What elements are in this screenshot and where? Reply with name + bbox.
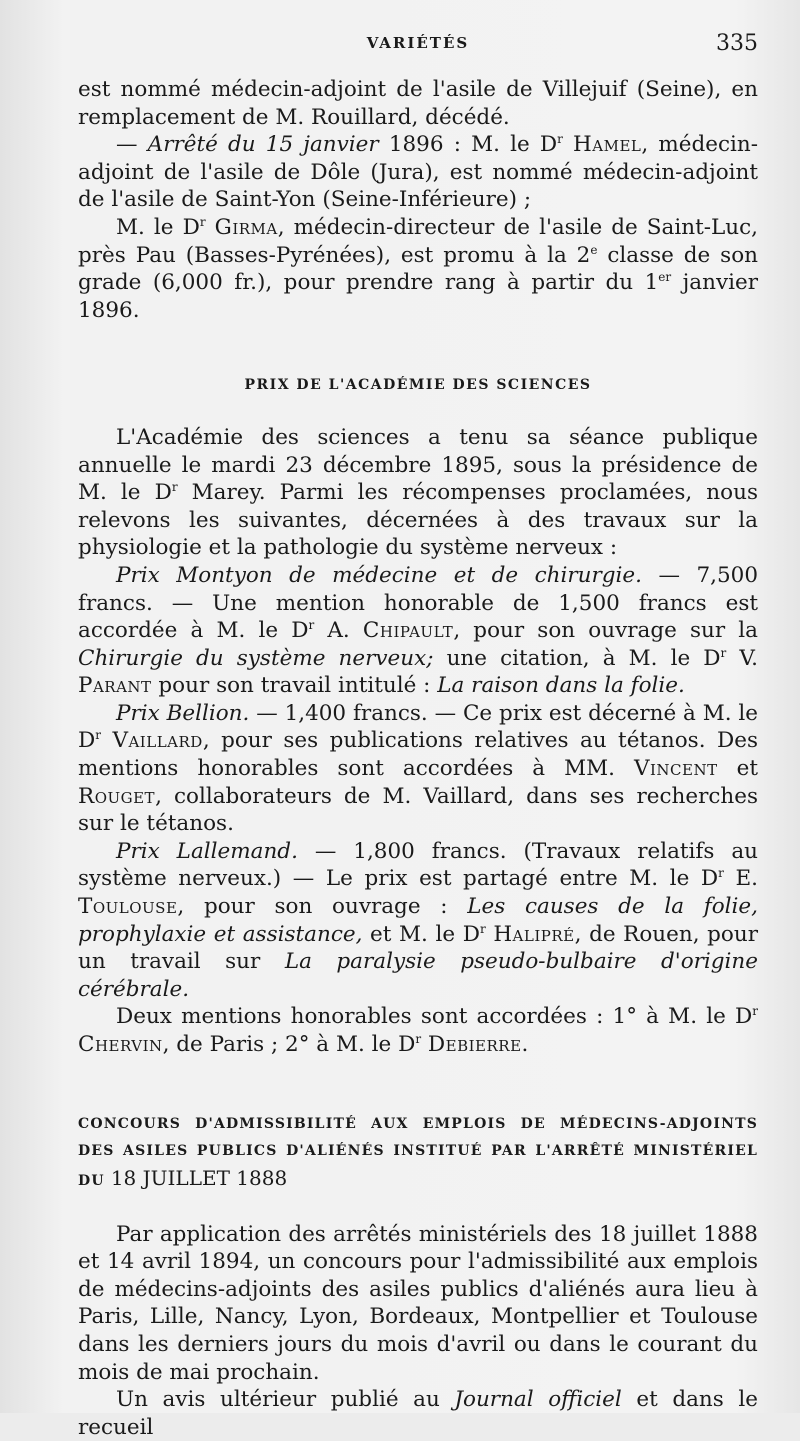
prize-title: Prix Montyon de médecine et de chirurgie. (116, 562, 642, 588)
person-name: Vaillard (112, 728, 203, 754)
paragraph-text: est nommé médecin-adjoint de l'asile de Villejuif (Seine), en remplacement de M. Rouillard, décédé. (78, 77, 758, 130)
person-name: Hamel (573, 132, 642, 158)
prize-title: Prix Lallemand. (116, 838, 298, 864)
paragraph-academie: L'Académie des sciences a tenu sa séance publique annuelle le mardi 23 décembre 1895, sous la présidence de M. le $D^r$ Marey. Parmi les récompenses proclamées, nous relevons les suivantes, décernées à des travaux sur la physiologie et la pathologie du système nerveux : (78, 424, 758, 561)
paragraph-prix-montyon: Prix Montyon de médecine et de chirurgie. — 7,500 francs. — Une mention honorable de 1,500 francs est accordée à M. le $D^r$ A. Chipault, pour son ouvrage sur la Chirurgie du système nerveux; une citation, à M. le $D^r$ V. Parant pour son travail intitulé : La raison dans la folie. (78, 562, 759, 699)
work-title: Chirurgie du système nerveux; (78, 645, 434, 671)
prize-title: Prix Bellion. (116, 700, 250, 726)
body-text (78, 76, 758, 1441)
person-name: Debierre (427, 1032, 522, 1057)
person-name: Girma (214, 214, 278, 240)
paragraph-arrete: — Arrêté du 15 janvier 1896 : M. le $D^r$ Hamel, médecin-adjoint de l'asile de Dôle (Jura), est nommé médecin-adjoint de l'asile de Saint-Yon (Seine-Inférieure) ; (78, 132, 758, 213)
person-name: Parant (78, 673, 152, 699)
section-heading-concours: CONCOURS D'ADMISSIBILITÉ AUX EMPLOIS DE MÉDECINS-ADJOINTS DES ASILES PUBLICS D'ALIÉNÉS INSTITUÉ PAR L'ARRÊTÉ MINISTÉRIEL DU 18 JUILLET 1888 (78, 1115, 758, 1190)
paragraph-prix-lallemand: Prix Lallemand. — 1,800 francs. (Travaux relatifs au système nerveux.) — Le prix est partagé entre M. le $D^r$ E. Toulouse, pour son ouvrage : Les causes de la folie, prophylaxie et assistance, et M. le $D^r$ Halipré, de Rouen, pour un travail sur La paralysie pseudo-bulbaire d'origine cérébrale. (78, 838, 758, 1002)
paragraph-mentions: Deux mentions honorables sont accordées : 1° à M. le $D^r$ Chervin, de Paris ; 2° à M. le $D^r$ Debierre. (78, 1004, 758, 1057)
work-title: La raison dans la folie. (437, 673, 685, 699)
arrete-date: 15 janvier (265, 132, 379, 158)
person-name: Vincent (633, 756, 718, 782)
person-name: Halipré (493, 921, 575, 947)
section-heading-academie: PRIX DE L'ACADÉMIE DES SCIENCES (244, 377, 592, 394)
work-title: Les causes de la folie, prophylaxie et assistance, (78, 894, 758, 947)
person-name: Chervin (78, 1032, 163, 1057)
paragraph-concours: Par application des arrêtés ministériels des 18 juillet 1888 et 14 avril 1894, un concours pour l'admissibilité aux emplois de médecins-adjoints des asiles publics d'aliénés aura lieu à Paris, Lille, Nancy, Lyon, Bordeaux, Montpellier et Toulouse dans les derniers jours du mois d'avril ou dans le courant du mois de mai prochain. (78, 1221, 758, 1385)
person-name: Chipault (362, 618, 454, 644)
page-number: 335 (716, 31, 758, 56)
running-title: VARIÉTÉS (366, 34, 470, 52)
heading-date: 18 JUILLET 1888 (110, 1165, 288, 1190)
work-title: La paralysie pseudo-bulbaire d'origine cérébrale. (78, 949, 758, 1002)
person-name: Toulouse (78, 894, 178, 920)
paragraph-prix-bellion: Prix Bellion. — 1,400 francs. — Ce prix est décerné à M. le $D^r$ Vaillard, pour ses publications relatives au tétanos. Des mentions honorables sont accordées à MM. Vincent et Rouget, collaborateurs de M. Vaillard, dans ses recherches sur le tétanos. (78, 700, 759, 837)
arrete-label: Arrêté du (147, 132, 266, 158)
journal-title: Journal officiel (454, 1387, 622, 1413)
running-head (78, 31, 758, 64)
paragraph-girma: M. le $D^r$ Girma, médecin-directeur de l'asile de Saint-Luc, près Pau (Basses-Pyrénées), est promu à la 2e classe de son grade (6,000 fr.), pour prendre rang à partir du 1er janvier 1896. (78, 214, 758, 323)
paragraph-avis: Un avis ultérieur publié au Journal officiel et dans le recueil (78, 1387, 758, 1440)
paragraph-villejuif (78, 76, 758, 131)
person-name: Rouget (78, 783, 156, 809)
